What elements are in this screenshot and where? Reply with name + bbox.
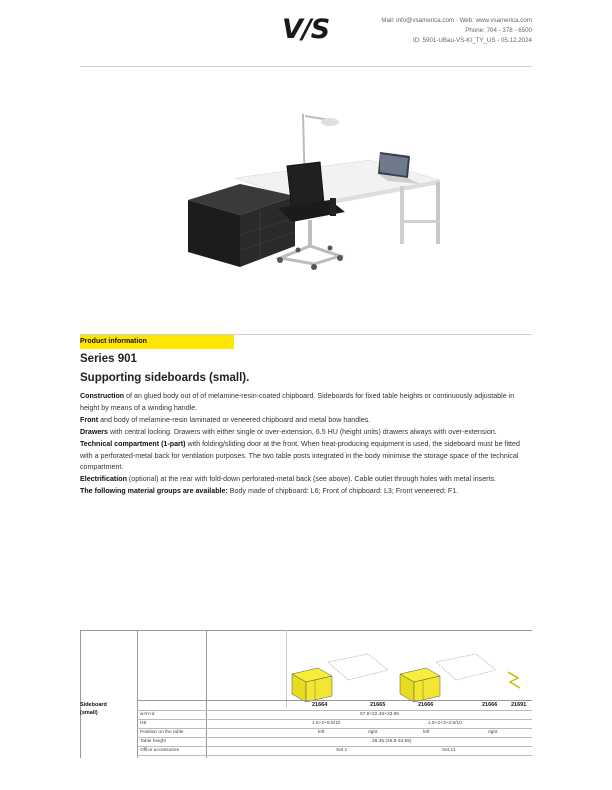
text-front: and body of melamine-resin laminated or veneered chipboard and metal bow handles. (98, 415, 371, 424)
paragraph-drawers (80, 427, 532, 439)
sideboard-21691-thumbnail (506, 668, 526, 690)
product-information-tag: Product information (80, 335, 234, 349)
row-position-right-1: right (368, 730, 378, 735)
contact-mail-web: Mail: info@vsamerica.com · Web: www.vsamerica.com (381, 17, 532, 24)
term-technical: Technical compartment (1-part) (80, 439, 186, 448)
row-rule (137, 710, 532, 711)
sideboard-21666-thumbnail (396, 650, 496, 710)
row-position-left-2: left (423, 730, 430, 735)
row-rule (137, 737, 532, 738)
row-position-left-1: left (318, 730, 325, 735)
row-dimensions-label: w×h×d (140, 712, 155, 717)
table-header-rule (137, 700, 532, 701)
spec-table (80, 630, 532, 758)
row-position-right-2: right (488, 730, 498, 735)
contact-block (381, 16, 532, 46)
product-photo (180, 100, 440, 290)
code-21691: 21691 (511, 702, 527, 708)
paragraph-electrification (80, 474, 532, 486)
row-table-height-label: Table height (140, 739, 166, 744)
table-col-divider (286, 630, 287, 708)
row-accessories-value-2: Set 11 (442, 748, 456, 753)
paragraph-construction (80, 391, 532, 415)
code-21666b: 21666 (482, 702, 498, 708)
vs-logo: V/S (282, 14, 330, 45)
text-electrification: (optional) at the rear with fold-down perforated-metal back (see above). Cable outlet through holes with metal inserts. (126, 475, 496, 484)
row-rule (137, 728, 532, 729)
row-label-sideboard: Sideboard (80, 702, 107, 708)
code-21666: 21666 (418, 702, 434, 708)
table-col-divider (206, 630, 207, 758)
row-dimensions-value: 57.8×22.45×23.65 (360, 712, 399, 717)
row-accessories-label: Office accessories (140, 748, 180, 753)
text-materials: Body made of chipboard: L6; Front of chipboard: L3; Front veneered: F1. (227, 487, 459, 496)
row-table-height-value: 28.35 (26.8-34.65) (372, 739, 412, 744)
row-rule (137, 746, 532, 747)
sideboard-21664-thumbnail (288, 650, 388, 710)
document-id: ID: 5901-UBau-VS-KI_TY_US - 05.12.2024 (412, 37, 532, 44)
text-drawers: with central locking. Drawers with either single or over-extension, 6.5 HU (height units) drawers always with over-extension. (108, 427, 497, 436)
paragraph-materials (80, 486, 532, 498)
row-accessories-value-1: Set 1 (336, 748, 348, 753)
row-label-small: (small) (80, 710, 98, 716)
term-drawers: Drawers (80, 427, 108, 436)
paragraph-technical (80, 439, 532, 475)
text-construction: of an glued body out of of melamine-resin-coated chipboard. Sideboards for fixed table heights or continuously adjustable in height by means of a winding handle. (80, 392, 515, 412)
table-col-divider (137, 630, 138, 758)
row-position-label: Position on the table (140, 730, 184, 735)
term-materials: The following material groups are available: (80, 487, 228, 496)
term-front: Front (80, 415, 99, 424)
paragraph-front (80, 415, 532, 427)
term-construction: Construction (80, 392, 125, 400)
code-21665: 21665 (370, 702, 386, 708)
description-body (80, 391, 532, 498)
row-he-value-1: 1.5+2+6.5/10 (312, 721, 341, 726)
table-top-border (80, 630, 532, 631)
series-title: Series 901 (80, 353, 137, 365)
header-divider (80, 66, 532, 67)
row-he-value-2: 1.5+2+3+3.5/10 (428, 721, 462, 726)
contact-phone: Phone: 704 - 378 - 6500 (465, 27, 532, 34)
product-subtitle: Supporting sideboards (small). (80, 372, 250, 384)
table-left-border (80, 630, 81, 758)
row-rule (137, 755, 532, 756)
code-21664: 21664 (312, 702, 328, 708)
term-electrification: Electrification (80, 475, 127, 484)
text-technical: with folding/sliding door at the front. When heat-producing equipment is used, the sideboard must be fitted with a perforated-metal back for ventilation purposes. The two table posts integrated in the body minimise the storage space of the technical compartment. (80, 439, 520, 472)
row-he-label: HE (140, 721, 147, 726)
